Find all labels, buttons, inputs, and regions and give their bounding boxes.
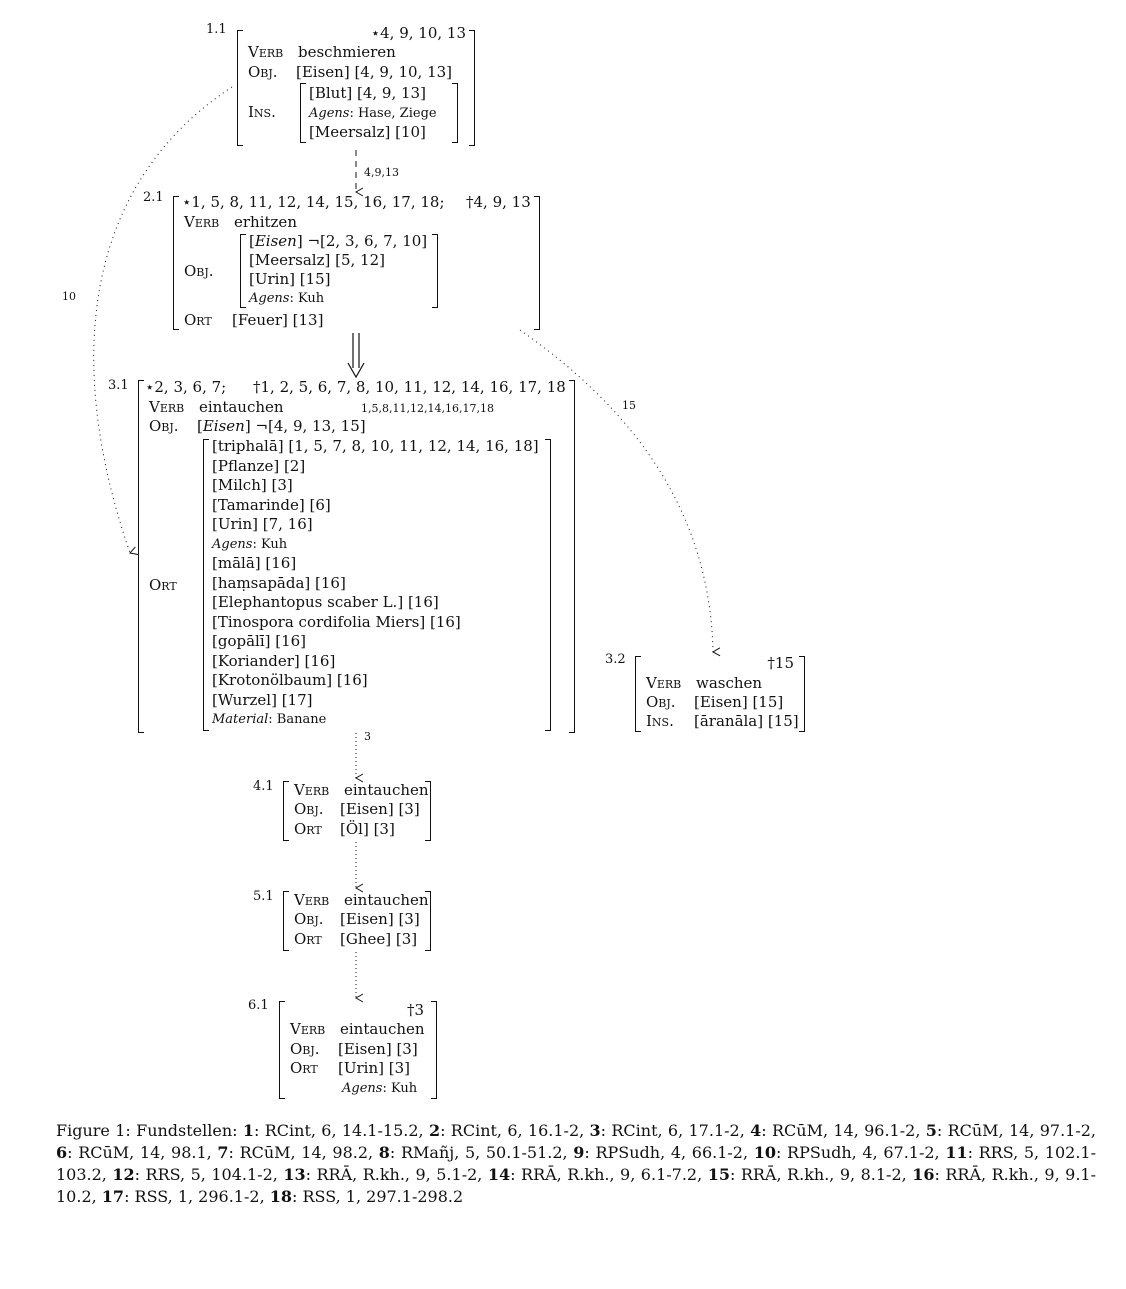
- obj-value: [Eisen] [3]: [340, 800, 420, 818]
- ort-subbox: [203, 439, 551, 731]
- ort-item: [Milch] [3]: [212, 476, 293, 494]
- obj-value: [Eisen] [15]: [694, 693, 784, 711]
- ort-item: [Elephantopus scaber L.] [16]: [212, 593, 439, 611]
- caption-source: 6: RCūM, 14, 98.1,: [56, 1143, 218, 1162]
- caption-source: 12: RRS, 5, 104.1-2,: [112, 1165, 284, 1184]
- caption-source: 16: RRĀ, R.kh., 9, 9.1-10.2,: [56, 1165, 1097, 1206]
- caption-source: 9: RPSudh, 4, 66.1-2,: [573, 1143, 754, 1162]
- obj-key: Obj.: [248, 63, 278, 81]
- ort-item: [triphalā] [1, 5, 7, 8, 10, 11, 12, 14, 16, 18]: [212, 437, 539, 455]
- ort-item: [Pflanze] [2]: [212, 457, 306, 475]
- ort-item: Material: Banane: [212, 712, 327, 727]
- edge-2-1-to-3-1: [353, 333, 359, 368]
- obj-value: [Eisen] [3]: [340, 910, 420, 928]
- agens-value: Agens: Kuh: [342, 1081, 418, 1096]
- obj-key: Obj.: [646, 693, 676, 711]
- node-5-1: [283, 891, 431, 951]
- verb-value: beschmieren: [298, 43, 396, 61]
- verb-key: Verb: [294, 781, 330, 799]
- caption-source: 13: RRĀ, R.kh., 9, 5.1-2,: [283, 1165, 488, 1184]
- obj-key: Obj.: [294, 800, 324, 818]
- obj-key: Obj.: [149, 417, 179, 435]
- obj-item: Agens: Kuh: [249, 291, 325, 306]
- ort-key: Ort: [294, 820, 322, 838]
- obj-key: Obj.: [290, 1040, 320, 1058]
- node-label-1-1: 1.1: [206, 22, 227, 37]
- obj-key: Obj.: [184, 262, 214, 280]
- ort-item: [Koriander] [16]: [212, 652, 336, 670]
- ort-value: [Ghee] [3]: [340, 930, 418, 948]
- caption-prefix: Figure 1: Fundstellen:: [56, 1121, 238, 1140]
- agens-value: : Hase, Ziege: [349, 106, 437, 121]
- obj-item: [Meersalz] [5, 12]: [249, 251, 385, 269]
- node-2-1: [173, 193, 540, 330]
- caption-source: 10: RPSudh, 4, 67.1-2,: [753, 1143, 946, 1162]
- verb-key: Verb: [184, 213, 220, 231]
- caption-source: 14: RRĀ, R.kh., 9, 6.1-7.2,: [487, 1165, 708, 1184]
- figure-caption: [56, 1120, 1096, 1208]
- verb-value: erhitzen: [234, 213, 297, 231]
- edge-label-10: 10: [62, 290, 76, 303]
- verb-value: eintauchen: [344, 781, 429, 799]
- ort-item: [gopālī] [16]: [212, 632, 307, 650]
- node-3-1-header-b: †1, 2, 5, 6, 7, 8, 10, 11, 12, 14, 16, 17, 18: [253, 378, 566, 396]
- ins-item: [Blut] [4, 9, 13]: [309, 84, 426, 102]
- ins-key: Ins.: [248, 103, 276, 121]
- ort-key: Ort: [149, 576, 177, 594]
- caption-source: 15: RRĀ, R.kh., 9, 8.1-2,: [707, 1165, 913, 1184]
- caption-source: 2: RCint, 6, 16.1-2,: [428, 1121, 590, 1140]
- caption-source: 1: RCint, 6, 14.1-15.2,: [242, 1121, 429, 1140]
- ort-item: Agens: Kuh: [212, 537, 288, 552]
- node-1-1: [237, 24, 475, 146]
- ort-item: [Krotonölbaum] [16]: [212, 671, 368, 689]
- node-4-1: [283, 781, 431, 841]
- node-6-1: [279, 1001, 437, 1099]
- node-label-3-2: 3.2: [605, 652, 626, 667]
- verb-value: eintauchen: [340, 1020, 425, 1038]
- caption-source: 18: RSS, 1, 297.1-298.2: [269, 1187, 464, 1206]
- node-3-2-header: †15: [767, 654, 794, 672]
- obj-item: [Eisen] ¬[2, 3, 6, 7, 10]: [249, 232, 428, 250]
- ort-key: Ort: [290, 1059, 318, 1077]
- node-label-4-1: 4.1: [253, 779, 274, 794]
- edge-label-4-9-13: 4,9,13: [364, 166, 399, 179]
- ins-value: [āranāla] [15]: [694, 712, 799, 730]
- verb-key: Verb: [646, 674, 682, 692]
- ort-item: [haṃsapāda] [16]: [212, 574, 346, 592]
- node-label-3-1: 3.1: [108, 378, 129, 393]
- ort-item: [Wurzel] [17]: [212, 691, 313, 709]
- node-1-1-header: ⋆4, 9, 10, 13: [370, 24, 466, 42]
- ort-value: [Urin] [3]: [338, 1059, 410, 1077]
- ins-subbox: [300, 83, 458, 143]
- verb-refs: 1,5,8,11,12,14,16,17,18: [361, 402, 494, 415]
- verb-key: Verb: [149, 398, 185, 416]
- ort-key: Ort: [184, 311, 212, 329]
- ins-item: [309, 104, 437, 123]
- ort-item: [mālā] [16]: [212, 554, 297, 572]
- node-3-1: [138, 380, 575, 733]
- node-label-6-1: 6.1: [248, 998, 269, 1013]
- ins-key: Ins.: [646, 712, 674, 730]
- ort-key: Ort: [294, 930, 322, 948]
- ins-item: [Meersalz] [10]: [309, 123, 426, 141]
- edge-label-15: 15: [622, 399, 636, 412]
- ort-item: [Tinospora cordifolia Miers] [16]: [212, 613, 461, 631]
- verb-value: eintauchen: [344, 891, 429, 909]
- agens-key: Agens: [309, 106, 350, 121]
- caption-source: 3: RCint, 6, 17.1-2,: [589, 1121, 751, 1140]
- node-3-2: [635, 656, 805, 732]
- caption-source: 5: RCūM, 14, 97.1-2,: [925, 1121, 1097, 1140]
- caption-source: 8: RMañj, 5, 50.1-51.2,: [378, 1143, 574, 1162]
- verb-value: eintauchen: [199, 398, 284, 416]
- node-label-2-1: 2.1: [143, 190, 164, 205]
- edge-label-3: 3: [364, 730, 371, 743]
- caption-source: 17: RSS, 1, 296.1-2,: [101, 1187, 270, 1206]
- verb-key: Verb: [290, 1020, 326, 1038]
- obj-value: [Eisen] [3]: [338, 1040, 418, 1058]
- ort-item: [Tamarinde] [6]: [212, 496, 331, 514]
- ort-value: [Feuer] [13]: [232, 311, 324, 329]
- verb-key: Verb: [294, 891, 330, 909]
- caption-source: 7: RCūM, 14, 98.2,: [217, 1143, 379, 1162]
- obj-subbox: [240, 234, 438, 308]
- node-label-5-1: 5.1: [253, 889, 274, 904]
- node-2-1-header-a: ⋆1, 5, 8, 11, 12, 14, 15, 16, 17, 18;: [182, 193, 445, 211]
- node-2-1-header-b: †4, 9, 13: [466, 193, 531, 211]
- obj-key: Obj.: [294, 910, 324, 928]
- node-6-1-header: †3: [406, 1001, 424, 1019]
- caption-source: 4: RCūM, 14, 96.1-2,: [750, 1121, 926, 1140]
- obj-item: [Urin] [15]: [249, 270, 331, 288]
- node-3-1-header-a: ⋆2, 3, 6, 7;: [145, 378, 227, 396]
- ort-value: [Öl] [3]: [340, 820, 395, 838]
- obj-value: [Eisen] [4, 9, 10, 13]: [296, 63, 453, 81]
- verb-key: Verb: [248, 43, 284, 61]
- caption-source: 11: RRS, 5, 102.1-103.2,: [56, 1143, 1096, 1184]
- verb-value: waschen: [696, 674, 763, 692]
- obj-value: [Eisen] ¬[4, 9, 13, 15]: [197, 417, 366, 435]
- ort-item: [Urin] [7, 16]: [212, 515, 313, 533]
